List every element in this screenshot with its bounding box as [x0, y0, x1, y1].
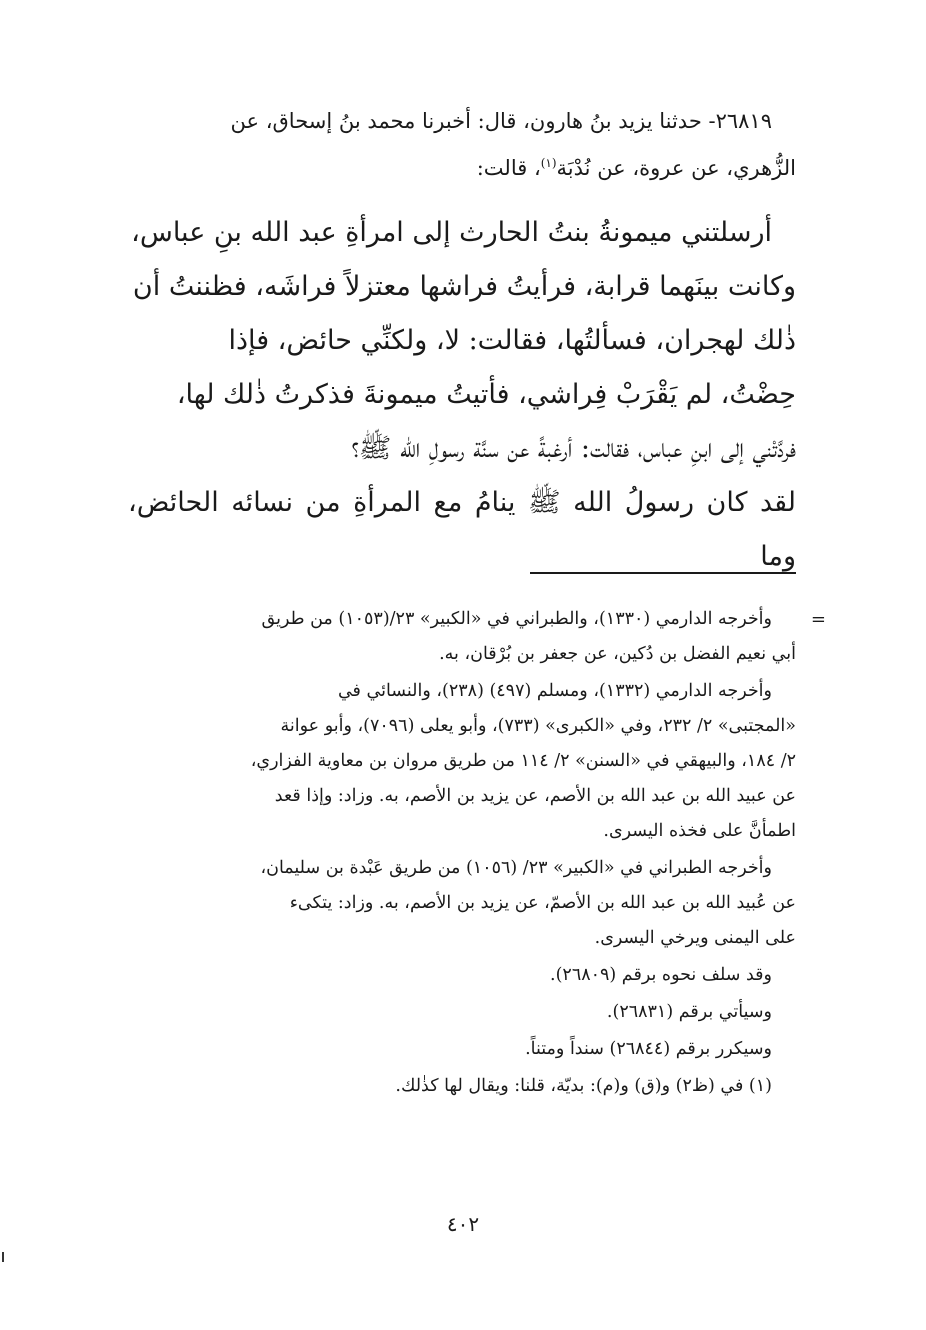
continuation-marker: = [810, 609, 826, 630]
footnote-paragraph [98, 674, 796, 849]
hadith-chain-line-2-end: ، قالت: [476, 156, 541, 180]
footnote-paragraph [98, 851, 796, 956]
footnote-line: اطمأنَّ على فخذه اليسرى. [603, 821, 796, 841]
hadith-line: فردَّتْني إلى ابنِ عباس، فقالت: أرغبةً عن سنَّة رسولِ الله ﷺ؟ [351, 433, 796, 464]
hadith-text [128, 206, 796, 584]
footnote-line: عن عُبيد الله بن عبد الله بن الأصمّ، عن يزيد بن الأصم، به. وزاد: يتكىء [289, 893, 796, 913]
scan-edge-mark [2, 1252, 4, 1262]
footnote-line: عن عبيد الله بن عبد الله بن الأصم، عن يزيد بن الأصم، به. وزاد: وإذا قعد [274, 786, 796, 806]
footnote-line: «المجتبى» ٢/ ٢٣٢، وفي «الكبرى» (٧٣٣)، وأبو يعلى (٧٠٩٦)، وأبو عوانة [280, 716, 796, 736]
hadith-line: حِضْتُ، لم يَقْرَبْ فِراشي، فأتيتُ ميمونةَ فذكرتُ ذٰلك لها، [176, 379, 796, 410]
hadith-line: أرسلتني ميمونةُ بنتُ الحارث إلى امرأةِ عبد الله بنِ عباس، [131, 217, 772, 248]
footnote-cross-reference: وسيكرر برقم (٢٦٨٤٤) سنداً ومتناً. [525, 1039, 772, 1059]
hadith-chain [128, 100, 796, 189]
page-number: ٤٠٢ [446, 1212, 480, 1236]
footnote-marker[interactable]: (١) [540, 156, 557, 170]
footnote-line: ٢/ ١٨٤، والبيهقي في «السنن» ٢/ ١١٤ من طريق مروان بن معاوية الفزاري، [250, 751, 796, 771]
footnotes-section [98, 602, 826, 1106]
hadith-chain-line-2-text: الزُّهري، عن عروة، عن نُدْبَة [556, 156, 796, 180]
hadith-line: لقد كان رسولُ الله ﷺ ينامُ مع المرأةِ من نسائه الحائض، وما [128, 487, 796, 572]
footnote-line: وأخرجه الدارمي (١٣٣٠)، والطبراني في «الكبير» ٢٣/(١٠٥٣) من طريق [261, 609, 772, 629]
hadith-chain-line-2 [128, 142, 796, 189]
hadith-chain-line-1: ٢٦٨١٩- حدثنا يزيد بنُ هارون، قال: أخبرنا محمد بنُ إسحاق، عن [230, 109, 772, 133]
hadith-line: وكانت بينَهما قرابة، فرأيتُ فراشها معتزلاً فراشَه، فظننتُ أن [132, 271, 796, 302]
footnote-divider [530, 572, 796, 574]
footnote-line: وأخرجه الدارمي (١٣٣٢)، ومسلم (٤٩٧) (٢٣٨)، والنسائي في [337, 681, 772, 701]
footnote-note-1: (١) في (ظ٢) و(ق) و(م): بديّة، قلنا: ويقال لها كذٰلك. [395, 1076, 772, 1096]
footnote-cross-reference: وسيأتي برقم (٢٦٨٣١). [606, 1002, 772, 1022]
footnote-line: أبي نعيم الفضل بن دُكين، عن جعفر بن بُرْقان، به. [439, 644, 796, 664]
footnote-cross-reference: وقد سلف نحوه برقم (٢٦٨٠٩). [550, 965, 772, 985]
footnote-line: على اليمنى ويرخي اليسرى. [594, 928, 796, 948]
footnote-line: وأخرجه الطبراني في «الكبير» ٢٣/ (١٠٥٦) من طريق عَبْدة بن سليمان، [260, 858, 772, 878]
footnote-paragraph [98, 602, 796, 672]
hadith-line: ذٰلك لهجران، فسألتُها، فقالت: لا، ولكنِّي حائض، فإذا [228, 325, 796, 356]
